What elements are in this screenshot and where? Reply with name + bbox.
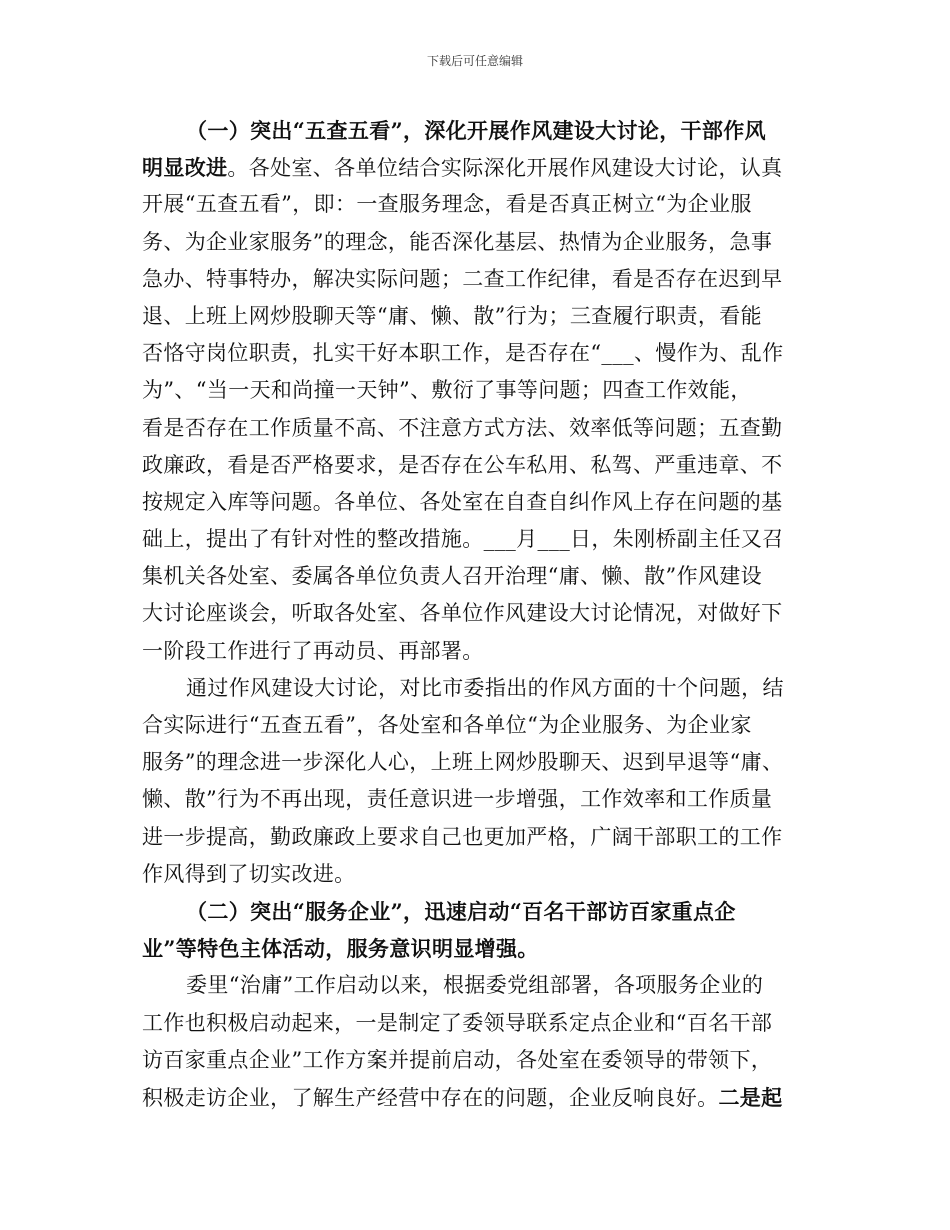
- bold-text-segment: 二是起: [718, 1084, 783, 1110]
- text-line: [142, 1042, 820, 1079]
- text-segment: 大讨论座谈会，听取各处室、各单位作风建设大讨论情况，对做好下: [142, 601, 783, 626]
- text-segment: 政廉政，看是否严格要求，是否存在公车私用、私驾、严重违章、不: [142, 452, 783, 477]
- text-segment: 一阶段工作进行了再动员、再部署。: [142, 638, 484, 663]
- text-line: [142, 893, 820, 930]
- page-header: 下载后可任意编辑: [426, 54, 523, 68]
- text-segment: 委里“治庸”工作启动以来，根据委党组部署，各项服务企业的: [186, 973, 764, 998]
- text-segment: 工作也积极启动起来，一是制定了委领导联系定点企业和“百名干部: [142, 1010, 773, 1035]
- text-segment: 否恪守岗位职责，扎实干好本职工作，是否存在“___、慢作为、乱作: [142, 341, 784, 366]
- text-line: [142, 149, 820, 186]
- text-segment: 集机关各处室、委属各单位负责人召开治理“庸、懒、散”作风建设: [142, 564, 762, 589]
- text-line: [142, 558, 820, 595]
- text-segment: 础上，提出了有针对性的整改措施。___月___日，朱刚桥副主任又召: [142, 527, 784, 552]
- text-segment: 积极走访企业，了解生产经营中存在的问题，企业反响良好。: [142, 1085, 719, 1110]
- text-segment: 为”、“当一天和尚撞一天钟”、敷衍了事等问题；四查工作效能，: [142, 378, 752, 403]
- text-line: [142, 707, 820, 744]
- text-segment: 通过作风建设大讨论，对比市委指出的作风方面的十个问题，结: [186, 675, 784, 700]
- text-segment: 懒、散”行为不再出现，责任意识进一步增强，工作效率和工作质量: [142, 787, 773, 812]
- text-line: [142, 670, 820, 707]
- text-line: [142, 633, 820, 670]
- text-segment: 按规定入库等问题。各单位、各处室在自查自纠作风上存在问题的基: [142, 489, 783, 514]
- text-line: [142, 819, 820, 856]
- text-line: [142, 447, 820, 484]
- text-segment: 进一步提高，勤政廉政上要求自己也更加严格，广阔干部职工的工作: [142, 824, 783, 849]
- text-segment: 急办、特事特办，解决实际问题；二查工作纪律，看是否存在迟到早: [142, 266, 783, 291]
- text-segment: 访百家重点企业”工作方案并提前启动，各处室在委领导的带领下，: [142, 1047, 773, 1072]
- text-line: [142, 1005, 820, 1042]
- text-line: [142, 261, 820, 298]
- text-line: [142, 967, 820, 1004]
- text-line: [142, 335, 820, 372]
- bold-text-segment: （一）突出“五查五看”，深化开展作风建设大讨论，干部作风: [186, 118, 766, 143]
- text-line: [142, 298, 820, 335]
- bold-text-segment: 业”等特色主体活动，服务意识明显增强。: [142, 936, 539, 962]
- text-line: [142, 484, 820, 521]
- text-line: [142, 856, 820, 893]
- text-line: [142, 1079, 820, 1116]
- text-segment: 开展“五查五看”，即：一查服务理念，看是否真正树立“为企业服: [142, 192, 752, 217]
- text-segment: 。各处室、各单位结合实际深化开展作风建设大讨论，认真: [227, 156, 783, 181]
- text-segment: 作风得到了切实改进。: [142, 861, 356, 886]
- text-line: [142, 372, 820, 409]
- text-segment: 合实际进行“五查五看”，各处室和各单位“为企业服务、为企业家: [142, 713, 752, 737]
- text-line: [142, 595, 820, 632]
- text-line: [142, 521, 820, 558]
- text-line: [142, 410, 820, 447]
- document-body: [142, 112, 820, 1116]
- text-segment: 看是否存在工作质量不高、不注意方式方法、效率低等问题；五查勤: [142, 415, 783, 440]
- bold-text-segment: 明显改进: [142, 155, 228, 181]
- text-line: [142, 224, 820, 261]
- text-segment: 务、为企业家服务”的理念，能否深化基层、热情为企业服务，急事: [142, 229, 773, 254]
- text-segment: 服务”的理念进一步深化人心，上班上网炒股聊天、迟到早退等“庸、: [142, 750, 784, 775]
- text-segment: 退、上班上网炒股聊天等“庸、懒、散”行为；三查履行职责，看能: [142, 303, 762, 328]
- text-line: [142, 112, 820, 149]
- text-line: [142, 781, 820, 818]
- bold-text-segment: （二）突出“服务企业”，迅速启动“百名干部访百家重点企: [186, 898, 736, 924]
- text-line: [142, 744, 820, 781]
- text-line: [142, 186, 820, 223]
- text-line: [142, 930, 820, 967]
